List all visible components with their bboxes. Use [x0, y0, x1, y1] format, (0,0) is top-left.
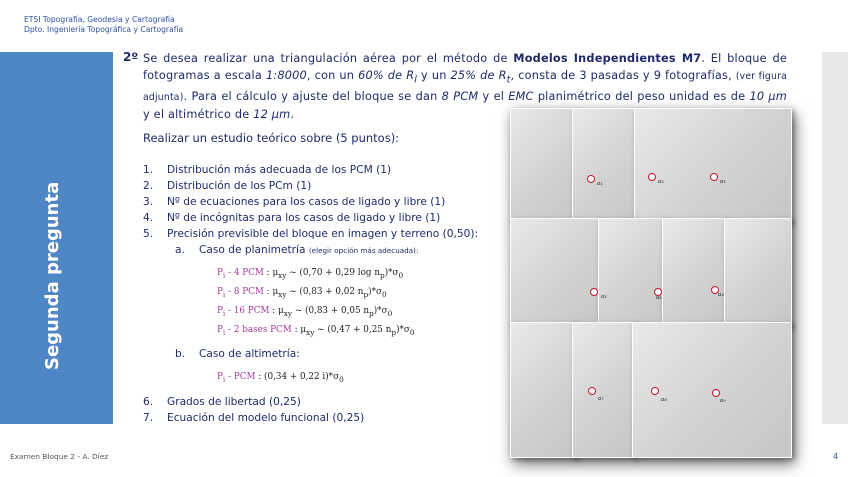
photo	[724, 218, 792, 328]
photo	[572, 108, 640, 224]
photo-block-figure	[510, 108, 792, 458]
photo	[510, 108, 578, 224]
formula-line: $P_i - 8$ PCM : $\mu_{xy}$ ~ (0,83 + 0,02 $n_p)*\sigma_0$	[217, 287, 387, 299]
department-name: Dpto. Ingeniería Topográfica y Cartografía	[24, 25, 184, 34]
school-name: ETSI Topografía, Geodesia y Cartografía	[24, 15, 175, 24]
formula-line: $P_i - 4$ PCM : $\mu_{xy}$ ~ (0,70 + 0,29 $\log n_p)*\sigma_0$	[217, 268, 404, 280]
control-point-marker	[590, 288, 598, 296]
footer-text: Examen Bloque 2 - A. Díez	[10, 452, 109, 461]
point-label: o₂	[658, 179, 664, 185]
point-label: o₅	[601, 294, 607, 300]
sidebar	[0, 52, 113, 424]
sidebar-title: Segunda pregunta	[42, 181, 63, 370]
photo	[510, 218, 602, 328]
photo	[510, 322, 578, 458]
subitem-planimetry: a. Caso de planimetría (elegir opción más adecuada):	[175, 244, 419, 256]
control-point-marker	[651, 387, 659, 395]
photo	[572, 322, 636, 458]
list-item: 1. Distribución más adecuada de los PCM (1)	[143, 164, 392, 176]
question-statement: Se desea realizar una triangulación aérea por el método de Modelos Independientes M7. El bloque de fotogramas a escala 1:8000, con un 60% de $R_l$ y un 25% de $R_t$, consta de 3 pasadas y 9 fotografías, (ver figura adjunta). Para el cálculo y ajuste del bloque se dan 8 PCM y el EMC planimétrico del peso unidad es de 10 μm y el altimétrico de 12 μm.	[143, 52, 788, 122]
control-point-marker	[712, 389, 720, 397]
list-item: 7. Ecuación del modelo funcional (0,25)	[143, 412, 365, 424]
formula-line: $P_i - 16$ PCM : $\mu_{xy}$ ~ (0,83 + 0,05 $n_p)*\sigma_0$	[217, 306, 393, 318]
point-label: o₄	[718, 292, 724, 298]
control-point-marker	[588, 387, 596, 395]
formula-line-altimetry: $P_i$ - PCM : (0,34 + 0,22 $i)*\sigma_0$	[217, 372, 344, 384]
control-point-marker	[587, 175, 595, 183]
subitem-altimetry: b. Caso de altimetría:	[175, 348, 300, 360]
question-number: 2º	[123, 50, 139, 64]
list-item: 4. Nº de incógnitas para los casos de ligado y libre (1)	[143, 212, 441, 224]
list-item: 3. Nº de ecuaciones para los casos de ligado y libre (1)	[143, 196, 446, 208]
header	[24, 15, 183, 35]
point-label: o₈	[661, 397, 667, 403]
point-label: o₃	[720, 179, 726, 185]
list-item: 6. Grados de libertad (0,25)	[143, 396, 301, 408]
formula-line: $P_i - 2$ bases PCM : $\mu_{xy}$ ~ (0,47 + 0,25 $n_p)*\sigma_0$	[217, 325, 415, 337]
task-heading: Realizar un estudio teórico sobre (5 puntos):	[143, 131, 400, 145]
photo	[598, 218, 668, 328]
photo	[662, 218, 728, 328]
control-point-marker	[648, 173, 656, 181]
point-label: o₉	[720, 398, 726, 404]
list-item: 2. Distribución de los PCm (1)	[143, 180, 312, 192]
page-number: 4	[833, 452, 839, 461]
point-label: o₆	[656, 295, 662, 301]
point-label: o₁	[597, 181, 603, 187]
right-margin-bar	[822, 52, 848, 424]
photo	[634, 108, 792, 224]
control-point-marker	[710, 173, 718, 181]
point-label: o₇	[598, 396, 604, 402]
list-item: 5. Precisión previsible del bloque en imagen y terreno (0,50):	[143, 228, 479, 240]
